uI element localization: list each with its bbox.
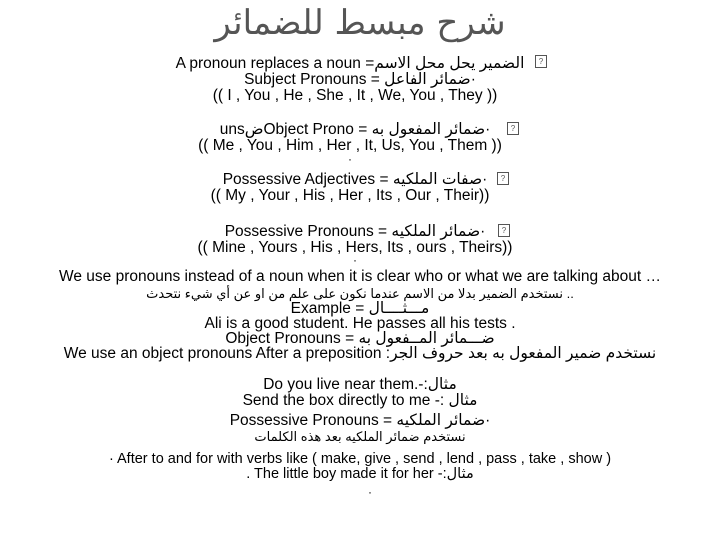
- bullet-icon: ?: [498, 224, 510, 237]
- text-line: We use an object pronouns After a preposition :نستخدم ضمير المفعول به بعد حروف الجر: [63, 345, 657, 362]
- text-line: (( Me , You , Him , Her , It, Us, You , Them )): [198, 137, 502, 154]
- text-line: · After to and for with verbs like ( make, give , send , lend , pass , take , show ): [108, 451, 612, 467]
- text-line: A pronoun replaces a noun =الضمير يحل محل الاسم: [175, 55, 525, 72]
- text-line: Object Pronouns = ضـــمائر المــفعول به: [225, 330, 495, 347]
- text-line: نستخدم ضمائر الملكيه بعد هذه الكلمات: [254, 429, 466, 444]
- text-line: ·: [368, 485, 372, 499]
- text-line: (( My , Your , His , Her , Its , Our , Their)): [210, 187, 490, 204]
- text-line: نستخدم الضمير بدلا من الاسم عندما نكون على علم من او عن أي شيء نتحدث ..: [146, 286, 574, 301]
- text-line: We use pronouns instead of a noun when it is clear who or what we are talking about …: [59, 268, 661, 285]
- text-line: Possessive Adjectives = صفات الملكيه·: [222, 171, 488, 188]
- text-line: Subject Pronouns = ضمائر الفاعل·: [244, 71, 476, 88]
- text-line: Possessive Pronouns = ضمائر الملكيه·: [229, 412, 491, 429]
- text-line: Example = مـــثــــال: [290, 300, 430, 317]
- bullet-icon: ?: [507, 122, 519, 135]
- text-line: Ali is a good student. He passes all his tests .: [204, 315, 516, 332]
- text-line: Send the box directly to me -: مثال: [242, 392, 478, 409]
- text-line: ·: [353, 253, 357, 267]
- text-line: Do you live near them.-:مثال: [263, 376, 457, 393]
- text-line: (( Mine , Yours , His , Hers, Its , ours , Theirs)): [197, 239, 513, 256]
- page-title: شرح مبسط للضمائر: [214, 3, 506, 43]
- text-line: (( I , You , He , She , It , We, You , They )): [212, 87, 498, 104]
- bullet-icon: ?: [497, 172, 509, 185]
- text-line: Possessive Pronouns = ضمائر الملكيه·: [224, 223, 486, 240]
- text-line: ·: [348, 152, 352, 166]
- bullet-icon: ?: [535, 55, 547, 68]
- text-line: . The little boy made it for her -:مثال: [246, 466, 474, 482]
- text-line: unsضObject Prono = ضمائر المفعول به·: [219, 121, 491, 138]
